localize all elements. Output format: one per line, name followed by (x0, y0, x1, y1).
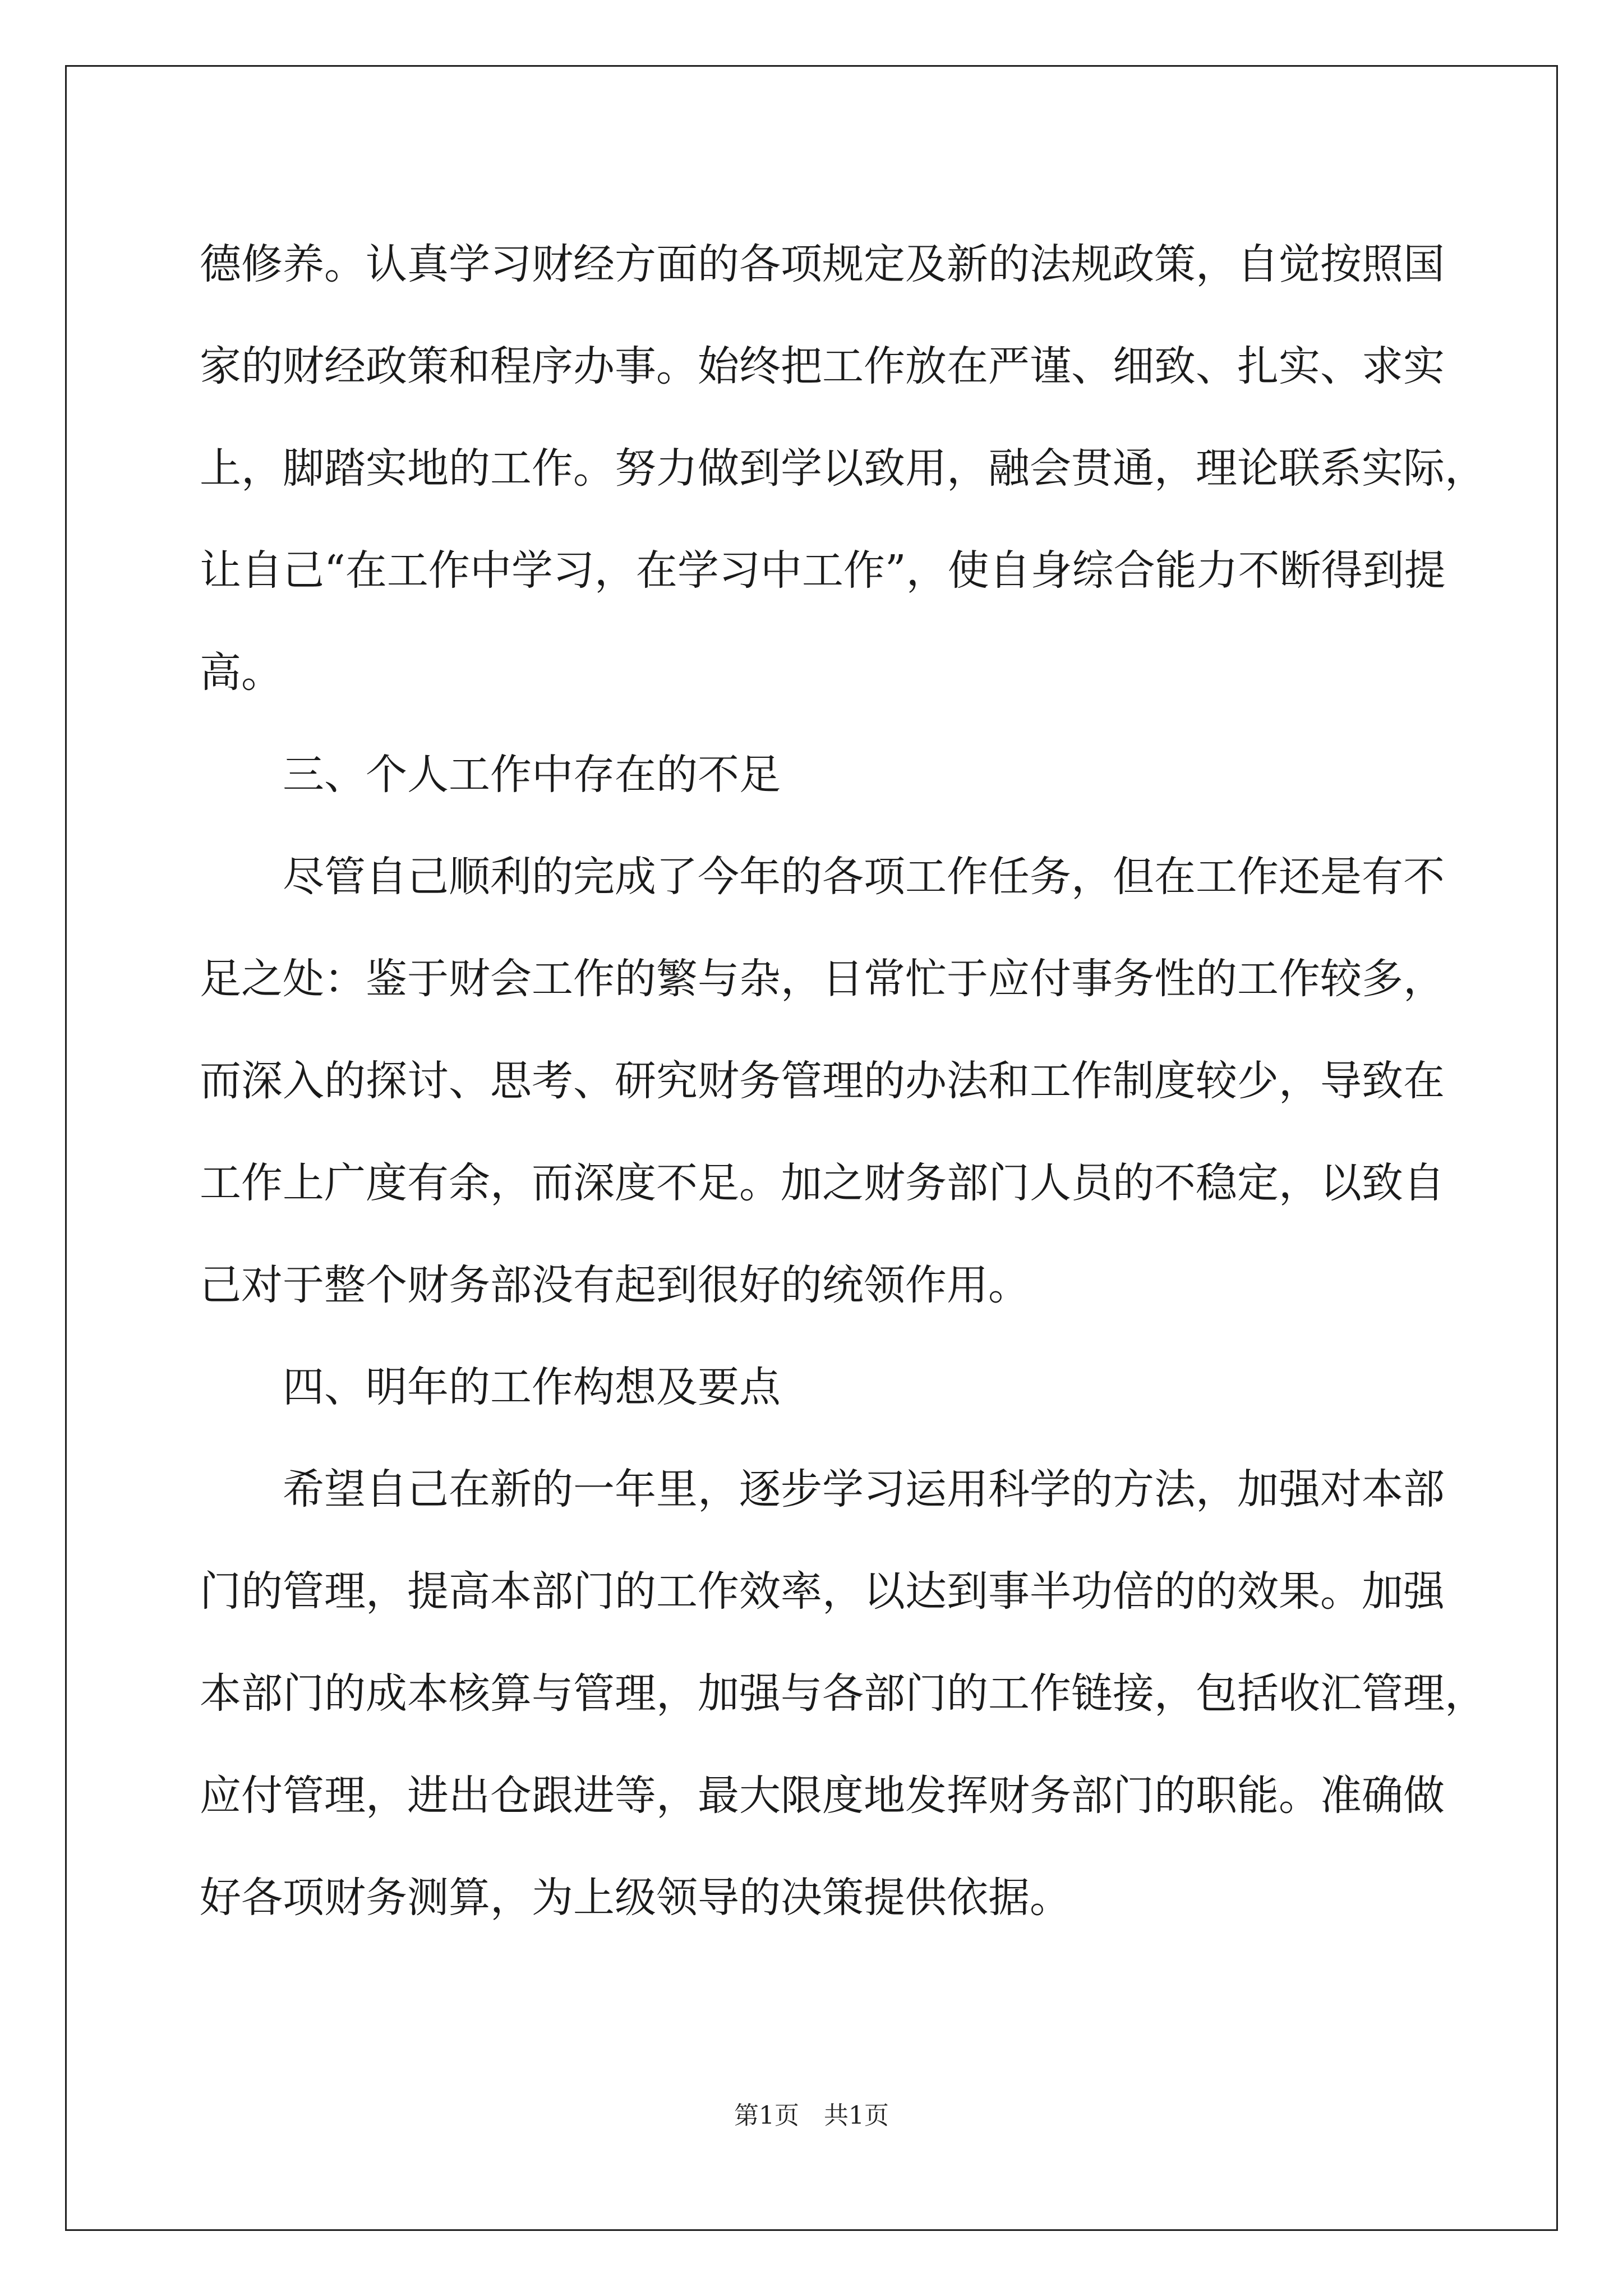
text-line: 己对于整个财务部没有起到很好的统领作用。 (200, 1261, 1030, 1309)
text-line: 德修养。认真学习财经方面的各项规定及新的法规政策，自觉按照国 (200, 240, 1445, 288)
text-line: 本部门的成本核算与管理，加强与各部门的工作链接，包括收汇管理， (200, 1669, 1486, 1718)
document-body (200, 213, 1486, 1949)
text-line: 好各项财务测算，为上级领导的决策提供依据。 (200, 1874, 1071, 1922)
text-line: 尽管自己顺利的完成了今年的各项工作任务，但在工作还是有不 (283, 853, 1445, 901)
text-line: 家的财经政策和程序办事。始终把工作放在严谨、细致、扎实、求实 (200, 342, 1445, 390)
text-line: 高。 (200, 648, 283, 697)
text-line: 让自己“在工作中学习，在学习中工作”，使自身综合能力不断得到提 (200, 546, 1446, 595)
page-footer: 第1页 共1页 (734, 2101, 889, 2130)
text-line: 足之处：鉴于财会工作的繁与杂，日常忙于应付事务性的工作较多， (200, 955, 1445, 1003)
section-heading: 三、个人工作中存在的不足 (283, 751, 781, 799)
text-line: 希望自己在新的一年里，逐步学习运用科学的方法，加强对本部 (283, 1465, 1445, 1513)
text-line: 工作上广度有余，而深度不足。加之财务部门人员的不稳定，以致自 (200, 1159, 1445, 1207)
text-line: 应付管理，进出仓跟进等，最大限度地发挥财务部门的职能。准确做 (200, 1772, 1445, 1820)
text-line: 门的管理，提高本部门的工作效率，以达到事半功倍的的效果。加强 (200, 1567, 1445, 1616)
section-heading: 四、明年的工作构想及要点 (283, 1363, 781, 1411)
text-line: 上，脚踏实地的工作。努力做到学以致用，融会贯通，理论联系实际， (200, 444, 1486, 493)
text-line: 而深入的探讨、思考、研究财务管理的办法和工作制度较少，导致在 (200, 1057, 1445, 1105)
